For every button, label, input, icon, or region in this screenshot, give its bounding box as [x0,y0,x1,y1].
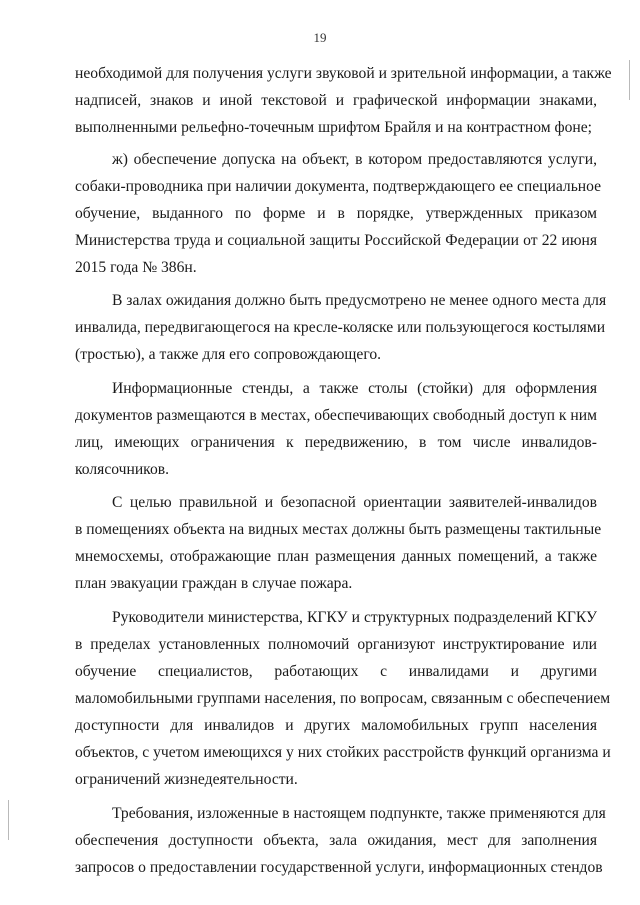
text-line: необходимой для получения услуги звуковой и зрительной информации, а также [75,65,612,82]
text-line: мнемосхемы, отображающие план размещения данных помещений, а также [75,548,597,565]
text-line: обучение, выданного по форме и в порядке, утвержденных приказом [75,205,597,222]
text-line: запросов о предоставлении государственной услуги, информационных стендов [75,859,603,876]
text-line: обеспечения доступности объекта, зала ожидания, мест для заполнения [75,832,597,849]
text-line: (тростью), а также для его сопровождающего. [75,346,382,363]
text-line: собаки-проводника при наличии документа, подтверждающего ее специальное [75,178,602,195]
scan-edge-mark [8,800,9,840]
text-line: ж) обеспечение допуска на объект, в котором предоставляются услуги, [112,151,597,168]
text-line: доступности для инвалидов и других маломобильных групп населения [75,717,597,734]
text-line: выполненными рельефно-точечным шрифтом Брайля и на контрастном фоне; [75,119,592,136]
text-line: обучение специалистов, работающих с инвалидами и другими [75,663,597,680]
text-line: Информационные стенды, а также столы (стойки) для оформления [112,380,597,397]
text-line: Министерства труда и социальной защиты Российской Федерации от 22 июня [75,232,597,249]
text-line: инвалида, передвигающегося на кресле-коляске или пользующегося костылями [75,319,606,336]
scan-edge-mark [629,60,630,100]
text-line: В залах ожидания должно быть предусмотрено не менее одного места для [112,292,607,309]
text-line: маломобильными группами населения, по вопросам, связанным с обеспечением [75,690,611,707]
text-line: документов размещаются в местах, обеспечивающих свободный доступ к ним [75,407,597,424]
text-line: ограничений жизнедеятельности. [75,771,298,788]
text-line: колясочников. [75,461,170,478]
text-line: в помещениях объекта на видных местах должны быть размещены тактильные [75,521,602,538]
text-line: Требования, изложенные в настоящем подпункте, также применяются для [112,805,606,822]
text-line: 2015 года № 386н. [75,259,197,276]
text-line: надписей, знаков и иной текстовой и графической информации знаками, [75,92,597,109]
text-line: план эвакуации граждан в случае пожара. [75,575,353,592]
text-line: С целью правильной и безопасной ориентации заявителей-инвалидов [112,494,597,511]
text-line: в пределах установленных полномочий организуют инструктирование или [75,636,597,653]
text-line: объектов, с учетом имеющихся у них стойких расстройств функций организма и [75,744,611,761]
page-number: 19 [313,30,327,45]
text-line: лиц, имеющих ограничения к передвижению, в том числе инвалидов- [75,434,597,451]
text-line: Руководители министерства, КГКУ и структурных подразделений КГКУ [112,609,597,626]
